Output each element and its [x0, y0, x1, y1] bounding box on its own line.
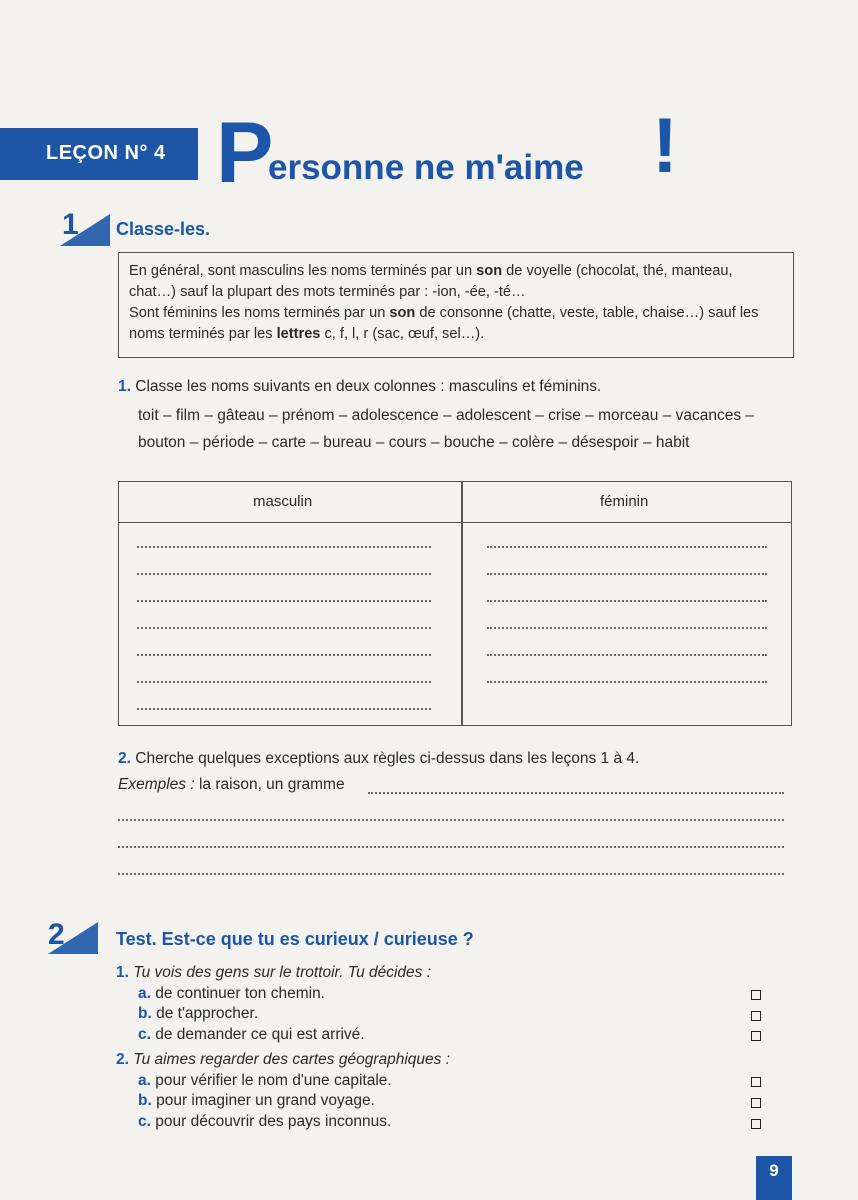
masculin-answer-line[interactable]: [137, 627, 431, 629]
question-2-option-a-checkbox[interactable]: [751, 1077, 761, 1087]
question-1-option-b-checkbox[interactable]: [751, 1011, 761, 1021]
feminin-answer-line[interactable]: [487, 627, 767, 629]
feminin-answer-line[interactable]: [487, 600, 767, 602]
exceptions-answer-line[interactable]: [118, 846, 784, 848]
masculin-answer-line[interactable]: [137, 681, 431, 683]
feminin-answer-line[interactable]: [487, 681, 767, 683]
exceptions-answer-line[interactable]: [118, 819, 784, 821]
exceptions-answer-line[interactable]: [118, 873, 784, 875]
exercise-2-example: Exemples : la raison, un gramme: [118, 776, 345, 793]
question-1-option-a: a. de continuer ton chemin.: [138, 985, 325, 1002]
masculin-answer-line[interactable]: [137, 708, 431, 710]
feminin-answer-line[interactable]: [487, 546, 767, 548]
question-2-option-b-checkbox[interactable]: [751, 1098, 761, 1108]
table-header-row: [119, 482, 791, 523]
question-1-option-c: c. de demander ce qui est arrivé.: [138, 1026, 365, 1043]
question-2-option-a: a. pour vérifier le nom d'une capitale.: [138, 1072, 392, 1089]
exercise-2-instruction: 2. Cherche quelques exceptions aux règles ci-dessus dans les leçons 1 à 4.: [118, 750, 640, 767]
exceptions-answer-line[interactable]: [368, 792, 784, 794]
gender-columns-table: [118, 481, 792, 726]
section-2-number: 2: [48, 918, 65, 951]
rule-feminine: Sont féminins les noms terminés par un son de consonne (chatte, veste, table, chaise…) sauf les noms terminés par les lettres c, f, l, r (sac, œuf, sel…).: [129, 305, 759, 342]
page-number-badge: 9: [756, 1156, 792, 1200]
exercise-1-instruction: 1. Classe les noms suivants en deux colonnes : masculins et féminins.: [118, 378, 602, 395]
section-1-title: Classe-les.: [116, 219, 211, 239]
masculin-answer-line[interactable]: [137, 600, 431, 602]
question-1-option-b: b. de t'approcher.: [138, 1005, 259, 1022]
word-list-line-1: toit – film – gâteau – prénom – adolescence – adolescent – crise – morceau – vacances –: [138, 407, 755, 424]
question-1-option-a-checkbox[interactable]: [751, 990, 761, 1000]
masculin-answer-line[interactable]: [137, 573, 431, 575]
section-1-number: 1: [62, 208, 79, 241]
word-list-line-2: bouton – période – carte – bureau – cours – bouche – colère – désespoir – habit: [138, 434, 690, 451]
test-question-1: 1. Tu vois des gens sur le trottoir. Tu décides :: [116, 964, 432, 981]
feminin-answer-line[interactable]: [487, 654, 767, 656]
title-initial: P: [216, 105, 274, 201]
question-2-option-c-checkbox[interactable]: [751, 1119, 761, 1129]
title-exclamation: !: [652, 101, 678, 189]
question-2-option-b: b. pour imaginer un grand voyage.: [138, 1092, 375, 1109]
lesson-label: LEÇON N° 4: [46, 142, 166, 164]
grammar-rules-box: [118, 252, 794, 358]
masculin-answer-line[interactable]: [137, 654, 431, 656]
feminin-answer-line[interactable]: [487, 573, 767, 575]
column-header-masculin: masculin: [253, 493, 313, 510]
masculin-answer-line[interactable]: [137, 546, 431, 548]
question-2-option-c: c. pour découvrir des pays inconnus.: [138, 1113, 392, 1130]
table-divider: [461, 482, 463, 725]
test-question-2: 2. Tu aimes regarder des cartes géographiques :: [116, 1051, 451, 1068]
rule-masculine: En général, sont masculins les noms terminés par un son de voyelle (chocolat, thé, manteau, chat…) sauf la plupart des mots terminés par : -ion, -ée, -té…: [129, 263, 733, 300]
page-title: ersonne ne m'aime: [268, 148, 584, 187]
column-header-feminin: féminin: [600, 493, 649, 510]
section-2-title: Test. Est-ce que tu es curieux / curieuse ?: [116, 929, 474, 949]
question-1-option-c-checkbox[interactable]: [751, 1031, 761, 1041]
